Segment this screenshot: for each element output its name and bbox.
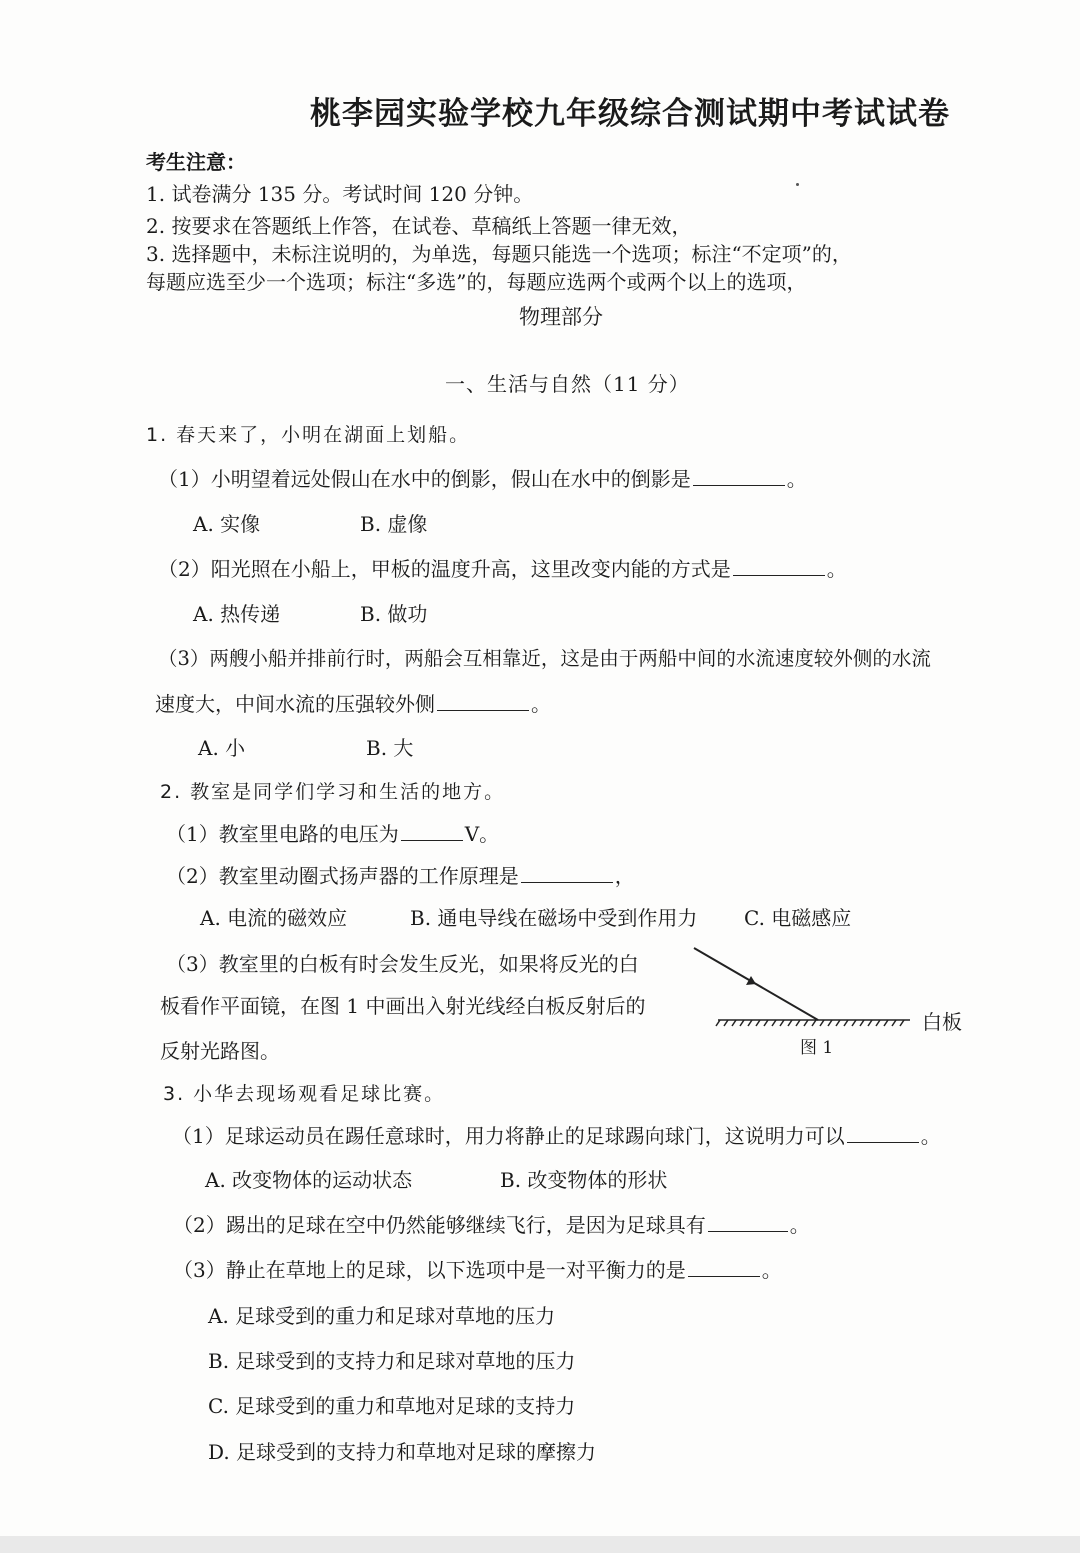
question-text: 板看作平面镜，在图 1 中画出入射光线经白板反射后的 — [160, 994, 646, 1018]
question-text: 速度大，中间水流的压强较外侧 — [155, 692, 435, 716]
question-text: （3）两艘小船并排前行时，两船会互相靠近，这是由于两船中间的水流速度较外侧的水流 — [158, 647, 931, 670]
notice-item: 每题应选至少一个选项；标注“多选”的，每题应选两个或两个以上的选项， — [146, 270, 807, 294]
question-text: （2）教室里动圈式扬声器的工作原理是 — [166, 864, 519, 888]
section-heading: 一、生活与自然（11 分） — [445, 372, 690, 396]
part-title: 物理部分 — [519, 305, 603, 329]
question-line — [158, 467, 807, 491]
option-b: B. 虚像 — [360, 512, 428, 536]
option-b: B. 做功 — [360, 602, 428, 626]
question-text-end: 。 — [786, 467, 807, 491]
question-line — [155, 692, 551, 716]
figure-1-diagram — [690, 940, 930, 1040]
answer-blank — [708, 1213, 788, 1232]
question-text-end: 。 — [789, 1213, 810, 1237]
option-a: A. 小 — [198, 736, 246, 760]
question-text: （2）踢出的足球在空中仍然能够继续飞行，是因为足球具有 — [173, 1213, 706, 1237]
exam-title: 桃李园实验学校九年级综合测试期中考试试卷 — [310, 96, 950, 132]
question-line — [166, 864, 635, 888]
question-text: （1）小明望着远处假山在水中的倒影，假山在水中的倒影是 — [158, 467, 691, 491]
answer-blank — [401, 822, 463, 841]
question-text-end: 。 — [920, 1124, 941, 1148]
question-text: （1）教室里电路的电压为 — [166, 822, 399, 846]
question-text: （3）静止在草地上的足球，以下选项中是一对平衡力的是 — [173, 1258, 686, 1282]
option-c: C. 电磁感应 — [744, 906, 852, 930]
question-text: （3）教室里的白板有时会发生反光，如果将反光的白 — [166, 952, 639, 976]
scan-bottom-edge — [0, 1536, 1080, 1553]
option-c: C. 足球受到的重力和草地对足球的支持力 — [208, 1394, 576, 1418]
question-text-end: V。 — [464, 822, 500, 846]
question-line — [166, 822, 499, 846]
arrow-icon — [746, 976, 756, 985]
question-text: （1）足球运动员在踢任意球时，用力将静止的足球踢向球门，这说明力可以 — [172, 1124, 845, 1148]
question-text-end: 。 — [826, 557, 847, 581]
question-line — [173, 1258, 782, 1282]
answer-blank — [693, 467, 785, 486]
question-text-end: 。 — [761, 1258, 782, 1282]
answer-blank — [521, 864, 613, 883]
notice-item: 1. 试卷满分 135 分。考试时间 120 分钟。 — [146, 182, 534, 206]
scan-speck — [796, 183, 799, 186]
notice-item: 2. 按要求在答题纸上作答，在试卷、草稿纸上答题一律无效， — [146, 214, 692, 238]
mirror-hatching — [716, 1020, 904, 1026]
option-a: A. 实像 — [193, 512, 261, 536]
option-b: B. 改变物体的形状 — [500, 1168, 668, 1192]
answer-blank — [437, 692, 529, 711]
notice-heading: 考生注意： — [146, 150, 246, 174]
answer-blank — [688, 1258, 760, 1277]
figure-caption: 图 1 — [800, 1038, 834, 1058]
option-b: B. 通电导线在磁场中受到作用力 — [410, 906, 698, 930]
option-a: A. 足球受到的重力和足球对草地的压力 — [208, 1304, 556, 1328]
question-stem: 1. 春天来了，小明在湖面上划船。 — [146, 424, 471, 446]
question-text-end: ， — [614, 864, 635, 888]
question-line — [158, 557, 847, 581]
option-a: A. 电流的磁效应 — [200, 906, 348, 930]
question-text: 反射光路图。 — [160, 1039, 280, 1063]
option-a: A. 改变物体的运动状态 — [205, 1168, 413, 1192]
question-stem: 3. 小华去现场观看足球比赛。 — [163, 1083, 446, 1105]
question-stem: 2. 教室是同学们学习和生活的地方。 — [160, 781, 506, 803]
option-b: B. 足球受到的支持力和足球对草地的压力 — [208, 1349, 576, 1373]
figure-label-whiteboard: 白板 — [922, 1010, 962, 1034]
option-d: D. 足球受到的支持力和草地对足球的摩擦力 — [208, 1440, 597, 1464]
question-line — [173, 1213, 810, 1237]
option-a: A. 热传递 — [193, 602, 281, 626]
notice-item: 3. 选择题中，未标注说明的，为单选，每题只能选一个选项；标注“不定项”的， — [146, 242, 852, 266]
answer-blank — [847, 1124, 919, 1143]
answer-blank — [733, 557, 825, 576]
question-line — [172, 1124, 941, 1148]
question-text-end: 。 — [531, 692, 551, 716]
option-b: B. 大 — [366, 736, 414, 760]
question-text: （2）阳光照在小船上，甲板的温度升高，这里改变内能的方式是 — [158, 557, 731, 581]
